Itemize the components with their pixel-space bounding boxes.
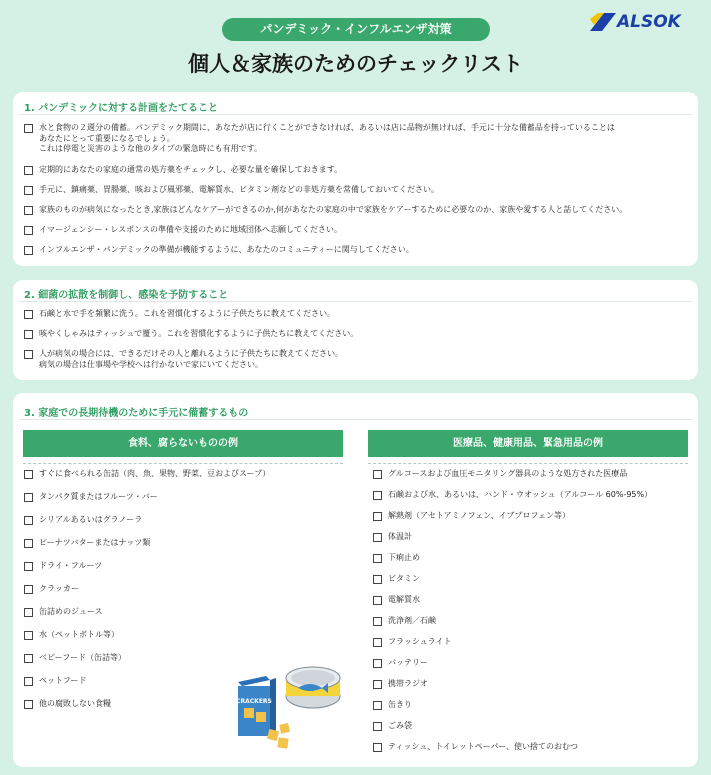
medical-item [373, 700, 412, 710]
medical-item [373, 574, 420, 584]
section-infection-control [13, 280, 698, 380]
food-item [24, 469, 270, 479]
food-item [24, 538, 150, 548]
checkbox[interactable] [373, 512, 382, 521]
checkbox[interactable] [24, 654, 33, 663]
checklist-item [24, 185, 439, 196]
checkbox[interactable] [24, 350, 33, 359]
alsok-logo [590, 12, 698, 32]
checkbox[interactable] [24, 585, 33, 594]
checkbox[interactable] [24, 562, 33, 571]
checkbox[interactable] [373, 743, 382, 752]
item-text: ベビーフード（缶詰等） [39, 653, 127, 662]
column-divider [23, 463, 343, 464]
item-text: 病気の場合は仕事場や学校へは行かないで家にいてください。 [39, 359, 263, 369]
item-text: 水（ペットボトル等） [39, 630, 119, 639]
item-text: 他の腐敗しない食糧 [39, 699, 111, 708]
checklist-item [24, 165, 342, 176]
medical-item [373, 595, 420, 605]
checkbox[interactable] [24, 539, 33, 548]
checklist-item [24, 309, 335, 320]
section-divider [19, 114, 692, 115]
cracker-label: CRACKERS [236, 698, 272, 705]
cracker-box-icon [236, 676, 276, 736]
checkbox[interactable] [373, 638, 382, 647]
checklist-item [24, 123, 615, 155]
item-text: ドライ・フルーツ [39, 561, 103, 570]
medical-item [373, 637, 451, 647]
item-text: イマージェンシー・レスポンスの準備や支援のために地域団体へ志願してください。 [39, 225, 342, 234]
item-text: グルコースおよび血圧モニタリング器具のような処方された医療品 [388, 469, 628, 478]
checkbox[interactable] [24, 677, 33, 686]
column-divider [368, 463, 688, 464]
tuna-can-icon [286, 667, 340, 708]
item-text: 電解質水 [388, 595, 420, 604]
food-item [24, 630, 119, 640]
checkbox[interactable] [24, 700, 33, 709]
medical-item [373, 511, 570, 521]
item-text: シリアルあるいはグラノーラ [39, 515, 143, 524]
food-item [24, 676, 87, 686]
medical-item [373, 532, 412, 542]
checkbox[interactable] [373, 722, 382, 731]
section-stockpile [13, 393, 698, 767]
food-item [24, 561, 102, 571]
checkbox[interactable] [24, 166, 33, 175]
medical-item [373, 616, 436, 626]
checkbox[interactable] [24, 226, 33, 235]
checkbox[interactable] [373, 659, 382, 668]
checklist-item [24, 205, 627, 216]
food-column-heading: 食料、腐らないものの例 [23, 430, 343, 457]
checkbox[interactable] [373, 491, 382, 500]
food-item [24, 607, 102, 617]
food-item [24, 492, 158, 502]
checkbox[interactable] [24, 310, 33, 319]
item-text: タンパク質またはフルーツ・バー [39, 492, 158, 501]
checkbox[interactable] [373, 533, 382, 542]
logo-text: ALSOK [617, 12, 681, 32]
item-text: ごみ袋 [388, 721, 412, 730]
medical-item [373, 553, 420, 563]
section-divider [19, 301, 692, 302]
item-text: 携帯ラジオ [388, 679, 428, 688]
medical-item [373, 721, 412, 731]
food-item [24, 515, 142, 525]
section-title: 3. 家庭での長期待機のために手元に備蓄するもの [24, 408, 249, 419]
checkbox[interactable] [24, 608, 33, 617]
checkbox[interactable] [24, 516, 33, 525]
item-text: 解熱剤（アセトアミノフェン、イブプロフェン等） [388, 511, 570, 520]
section-planning [13, 92, 698, 266]
item-text: クラッカー [39, 584, 79, 593]
checkbox[interactable] [373, 575, 382, 584]
header-pill: パンデミック・インフルエンザ対策 [222, 18, 490, 41]
checkbox[interactable] [24, 124, 33, 133]
food-item [24, 699, 111, 709]
item-text: あなたにとって重要になるでしょう。 [39, 133, 175, 143]
checkbox[interactable] [24, 470, 33, 479]
section-title: 1. パンデミックに対する計画をたてること [24, 103, 219, 114]
checkbox[interactable] [373, 596, 382, 605]
item-text: 家族のものが病気になったとき,家族はどんなケアーができるのか,何があなたの家庭の中で家族をケアーするために必要なのか、家族や愛する人と話してください。 [39, 205, 628, 214]
section-divider [19, 419, 692, 420]
item-text: フラッシュライト [388, 637, 452, 646]
item-text: ピーナツバターまたはナッツ類 [39, 538, 151, 547]
food-item [24, 584, 79, 594]
item-text: 石鹸と水で手を頻繁に洗う。これを習慣化するように子供たちに教えてください。 [39, 309, 335, 318]
item-text: インフルエンザ・パンデミックの準備が機能するように、あなたのコミュニティーに関与してください。 [39, 245, 414, 254]
item-text: すぐに食べられる缶詰（肉、魚、果物、野菜、豆およびスープ） [39, 469, 271, 478]
item-text: ビタミン [388, 574, 420, 583]
food-item [24, 653, 126, 663]
checkbox[interactable] [24, 330, 33, 339]
checklist-item [24, 349, 343, 370]
item-text: 手元に、鎮痛薬、胃腸薬、咳および風邪薬、電解質水、ビタミン剤などの非処方薬を常備しておいてください。 [39, 185, 439, 194]
item-text: これは停電と災害のような他のタイプの緊急時にも有用です。 [39, 144, 262, 153]
checkbox[interactable] [24, 631, 33, 640]
item-text: ペットフード [39, 676, 87, 685]
page-title: 個人＆家族のためのチェックリスト [188, 52, 523, 76]
item-text: 人が病気の場合には、できるだけその人と離れるように子供たちに教えてください。 [39, 349, 343, 358]
medical-item [373, 658, 428, 668]
checkbox[interactable] [373, 680, 382, 689]
item-text: 咳やくしゃみはティッシュで覆う。これを習慣化するように子供たちに教えてください。 [39, 329, 359, 338]
medical-item [373, 469, 627, 479]
item-text: 水と食物の２週分の備蓄。パンデミック期間に、あなたが店に行くことができなければ、あるいは店に品物が無ければ、手元に十分な備蓄品を持っていることは [39, 123, 615, 132]
medical-column-heading: 医療品、健康用品、緊急用品の例 [368, 430, 688, 457]
checkbox[interactable] [373, 617, 382, 626]
medical-item [373, 742, 578, 752]
checkbox[interactable] [373, 701, 382, 710]
checkbox[interactable] [373, 554, 382, 563]
item-text: 石鹸および水、あるいは、ハンド・ウオッシュ（アルコール 60%-95%） [388, 490, 653, 499]
medical-item [373, 490, 652, 500]
item-text: 体温計 [388, 532, 412, 541]
checkbox[interactable] [24, 246, 33, 255]
food-illustration [218, 658, 343, 753]
checklist-item [24, 245, 414, 256]
item-text: バッテリー [388, 658, 428, 667]
section-title: 2. 細菌の拡散を制御し、感染を予防すること [24, 290, 229, 301]
checklist-item [24, 329, 358, 340]
checkbox[interactable] [373, 470, 382, 479]
checklist-item [24, 225, 342, 236]
checkbox[interactable] [24, 493, 33, 502]
item-text: 下痢止め [388, 553, 420, 562]
item-text: 缶詰めのジュース [39, 607, 103, 616]
checkbox[interactable] [24, 186, 33, 195]
item-text: 定期的にあなたの家庭の通常の処方薬をチェックし、必要な量を確保しておきます。 [39, 165, 343, 174]
medical-item [373, 679, 428, 689]
alsok-mark-icon [590, 13, 616, 31]
item-text: 洗浄剤／石鹸 [388, 616, 436, 625]
item-text: 缶きり [388, 700, 412, 709]
checkbox[interactable] [24, 206, 33, 215]
item-text: ティッシュ、トイレットペーパー、使い捨てのおむつ [388, 742, 578, 751]
